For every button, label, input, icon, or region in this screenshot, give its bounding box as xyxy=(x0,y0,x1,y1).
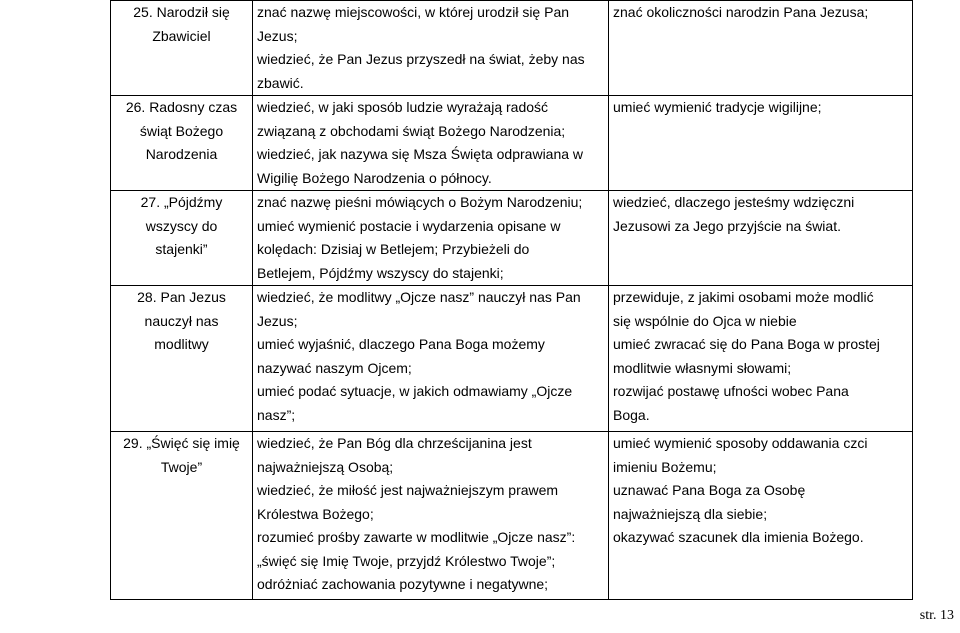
text-line: związaną z obchodami świąt Bożego Narodzenia; xyxy=(257,122,566,139)
text-line: kolędach: Dzisiaj w Betlejem; Przybieżeli do xyxy=(257,241,530,257)
topic-line: Narodzenia xyxy=(145,146,218,162)
text-line: wiedzieć, w jaki sposób ludzie wyrażają radość xyxy=(257,99,549,115)
page-number: str. 13 xyxy=(919,608,954,623)
table-row xyxy=(111,191,913,286)
topic-line: 29. „Święć się imię xyxy=(123,435,240,451)
text-line: znać nazwę miejscowości, w której urodził się Pan xyxy=(257,4,570,20)
text-line: Królestwa Bożego; xyxy=(257,505,374,522)
text-line: umieć wymienić postacie i wydarzenia opisane w xyxy=(257,217,561,234)
text-line: umieć wymienić tradycje wigilijne; xyxy=(613,99,822,115)
text-line: uznawać Pana Boga za Osobę xyxy=(613,482,806,498)
table-row xyxy=(111,432,913,600)
topic-cell xyxy=(111,1,253,96)
basic-requirements-cell xyxy=(253,432,609,600)
text-line: „święć się Imię Twoje, przyjdź Królestwo Twoje”; xyxy=(257,552,556,569)
topic-line: 28. Pan Jezus xyxy=(137,289,226,305)
text-line: Jezus; xyxy=(257,27,298,44)
topic-line: 26. Radosny czas xyxy=(125,99,238,115)
text-line: znać nazwę pieśni mówiących o Bożym Narodzeniu; xyxy=(257,194,583,210)
topic-cell xyxy=(111,191,253,286)
text-line: umieć wymienić sposoby oddawania czci xyxy=(613,435,868,451)
topic-line: 27. „Pójdźmy xyxy=(140,194,223,210)
text-line: wiedzieć, że Pan Jezus przyszedł na świat, żeby nas xyxy=(257,51,585,67)
topic-line: wszyscy do xyxy=(145,217,218,234)
text-line: najważniejszą Osobą; xyxy=(257,458,394,475)
topic-line: Twoje” xyxy=(160,458,203,475)
text-line: przewiduje, z jakimi osobami może modlić xyxy=(613,289,874,305)
text-line: imieniu Bożemu; xyxy=(613,458,717,475)
text-line: Betlejem, Pójdźmy wszyscy do stajenki; xyxy=(257,264,504,281)
text-line: się wspólnie do Ojca w niebie xyxy=(613,312,797,329)
text-line: najważniejszą dla siebie; xyxy=(613,505,768,522)
text-line: wiedzieć, że miłość jest najważniejszym prawem xyxy=(257,482,559,498)
basic-requirements-cell xyxy=(253,191,609,286)
text-line: Boga. xyxy=(613,406,650,423)
table-row xyxy=(111,1,913,96)
text-line: wiedzieć, jak nazywa się Msza Święta odprawiana w xyxy=(257,146,584,162)
text-line: znać okoliczności narodzin Pana Jezusa; xyxy=(613,4,869,20)
text-line: rozumieć prośby zawarte w modlitwie „Ojcze nasz”: xyxy=(257,529,576,545)
text-line: wiedzieć, że modlitwy „Ojcze nasz” nauczył nas Pan xyxy=(257,289,581,305)
text-line: umieć wyjaśnić, dlaczego Pana Boga możemy xyxy=(257,336,545,352)
extended-requirements-cell xyxy=(609,1,913,96)
text-line: Wigilię Bożego Narodzenia o północy. xyxy=(257,169,492,186)
topic-cell xyxy=(111,432,253,600)
extended-requirements-cell xyxy=(609,96,913,191)
text-line: umieć podać sytuacje, w jakich odmawiamy „Ojcze xyxy=(257,383,573,399)
text-line: rozwijać postawę ufności wobec Pana xyxy=(613,383,849,399)
text-line: okazywać szacunek dla imienia Bożego. xyxy=(613,529,864,545)
basic-requirements-cell xyxy=(253,286,609,432)
extended-requirements-cell xyxy=(609,286,913,432)
topic-line: świąt Bożego xyxy=(139,122,224,139)
text-line: nazywać naszym Ojcem; xyxy=(257,359,412,376)
basic-requirements-cell xyxy=(253,1,609,96)
topic-cell xyxy=(111,286,253,432)
extended-requirements-cell xyxy=(609,191,913,286)
text-line: Jezus; xyxy=(257,312,298,329)
basic-requirements-cell xyxy=(253,96,609,191)
text-line: zbawić. xyxy=(257,74,304,91)
topic-line: stajenki” xyxy=(155,241,208,257)
text-line: wiedzieć, że Pan Bóg dla chrześcijanina jest xyxy=(257,435,532,451)
text-line: Jezusowi za Jego przyjście na świat. xyxy=(613,217,841,234)
topic-line: modlitwy xyxy=(154,336,209,352)
text-line: wiedzieć, dlaczego jesteśmy wdzięczni xyxy=(613,194,855,210)
text-line: umieć zwracać się do Pana Boga w prostej xyxy=(613,336,880,352)
topic-line: 25. Narodził się xyxy=(133,4,230,20)
extended-requirements-cell xyxy=(609,432,913,600)
table-row xyxy=(111,286,913,432)
curriculum-table xyxy=(110,0,913,600)
topic-cell xyxy=(111,96,253,191)
topic-line: Zbawiciel xyxy=(152,27,211,44)
table-row xyxy=(111,96,913,191)
topic-line: nauczył nas xyxy=(144,312,219,329)
text-line: nasz”; xyxy=(257,406,296,423)
text-line: odróżniać zachowania pozytywne i negatywne; xyxy=(257,576,549,592)
text-line: modlitwie własnymi słowami; xyxy=(613,359,792,376)
